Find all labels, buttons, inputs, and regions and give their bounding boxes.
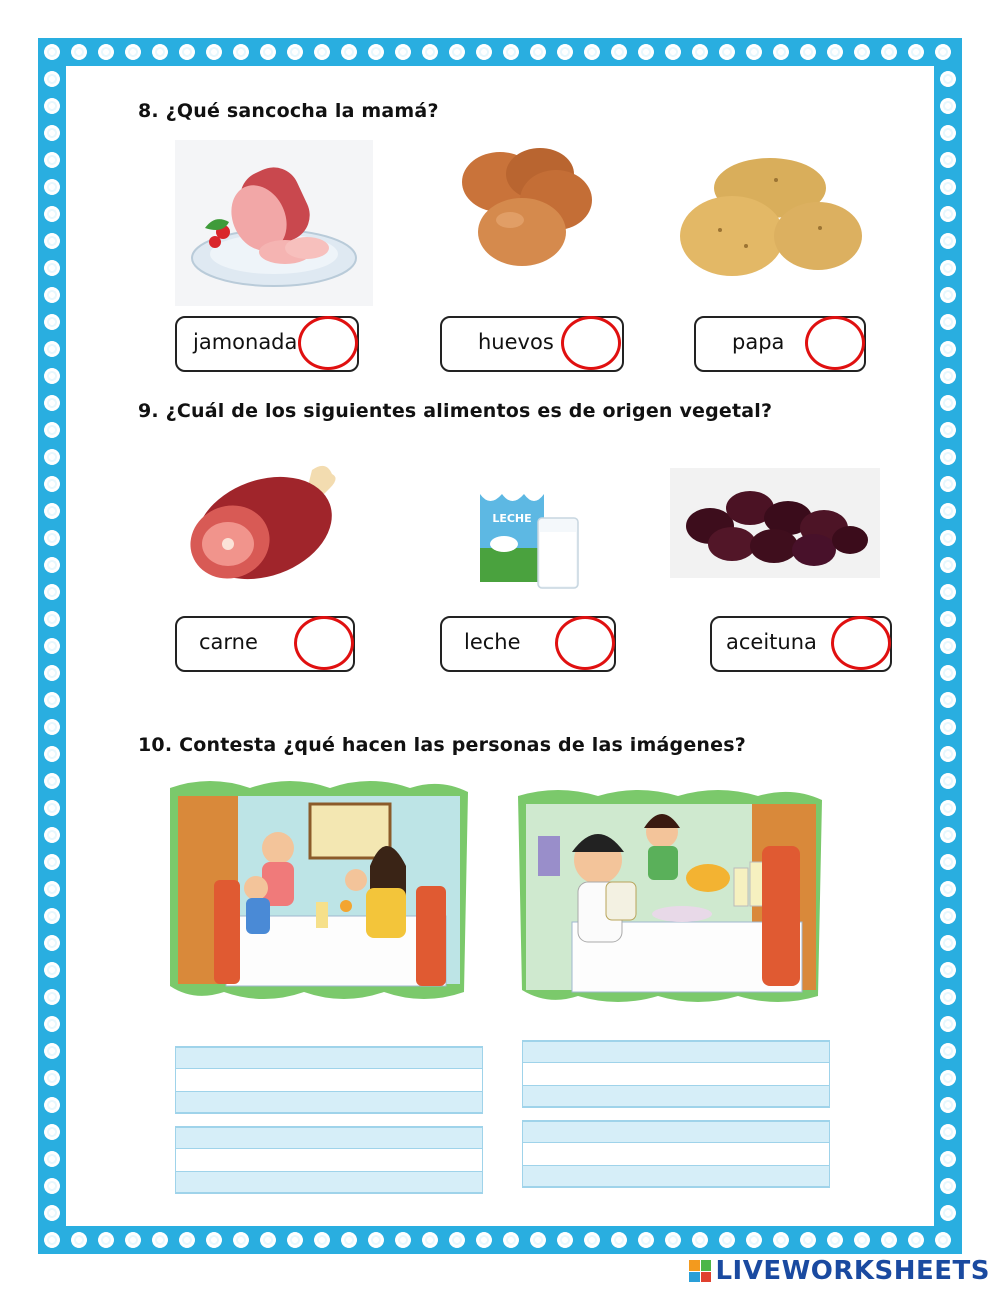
- option-aceituna: [710, 616, 892, 672]
- option-huevos: [440, 316, 624, 372]
- flower-ornament: [940, 665, 956, 681]
- flower-ornament: [98, 1232, 114, 1248]
- flower-ornament: [854, 1232, 870, 1248]
- flower-ornament: [44, 989, 60, 1005]
- flower-ornament: [940, 503, 956, 519]
- flower-ornament: [44, 584, 60, 600]
- flower-ornament: [692, 1232, 708, 1248]
- flower-ornament: [260, 1232, 276, 1248]
- flower-ornament: [940, 98, 956, 114]
- flower-ornament: [940, 908, 956, 924]
- flower-ornament: [611, 1232, 627, 1248]
- flower-ornament: [827, 1232, 843, 1248]
- flower-ornament: [44, 260, 60, 276]
- flower-ornament: [44, 503, 60, 519]
- flower-ornament: [44, 422, 60, 438]
- flower-ornament: [44, 1205, 60, 1221]
- question-9: 9. ¿Cuál de los siguientes alimentos es de origen vegetal?: [138, 400, 773, 422]
- flower-ornament: [665, 44, 681, 60]
- flower-ornament: [44, 827, 60, 843]
- flower-ornament: [827, 44, 843, 60]
- flower-ornament: [940, 206, 956, 222]
- flower-ornament: [940, 827, 956, 843]
- flower-ornament: [44, 611, 60, 627]
- flower-ornament: [940, 611, 956, 627]
- flower-ornament: [44, 287, 60, 303]
- flower-ornament: [206, 1232, 222, 1248]
- flower-ornament: [44, 908, 60, 924]
- flower-ornament: [530, 1232, 546, 1248]
- flower-ornament: [692, 44, 708, 60]
- flower-ornament: [44, 557, 60, 573]
- option-leche: [440, 616, 616, 672]
- flower-ornament: [940, 584, 956, 600]
- flower-ornament: [940, 854, 956, 870]
- flower-ornament: [314, 44, 330, 60]
- flower-ornament: [44, 638, 60, 654]
- flower-ornament: [206, 44, 222, 60]
- flower-ornament: [800, 1232, 816, 1248]
- flower-ornament: [44, 233, 60, 249]
- flower-ornament: [233, 44, 249, 60]
- option-jamonada: [175, 316, 359, 372]
- answer-lines-1b[interactable]: [175, 1126, 483, 1194]
- flower-ornament: [152, 1232, 168, 1248]
- flower-ornament: [395, 1232, 411, 1248]
- flower-ornament: [940, 1070, 956, 1086]
- flower-ornament: [881, 44, 897, 60]
- flower-ornament: [940, 233, 956, 249]
- flower-ornament: [940, 1097, 956, 1113]
- brand-name: LIVEWORKSHEETS: [715, 1256, 990, 1286]
- flower-ornament: [940, 1178, 956, 1194]
- flower-ornament: [584, 1232, 600, 1248]
- flower-ornament: [44, 1070, 60, 1086]
- flower-ornament: [940, 314, 956, 330]
- flower-ornament: [233, 1232, 249, 1248]
- flower-ornament: [179, 44, 195, 60]
- flower-ornament: [940, 800, 956, 816]
- flower-ornament: [638, 44, 654, 60]
- flower-ornament: [719, 1232, 735, 1248]
- flower-ornament: [746, 1232, 762, 1248]
- milk-carton-label: LECHE: [492, 512, 532, 525]
- flower-ornament: [881, 1232, 897, 1248]
- answer-circle[interactable]: [561, 316, 621, 370]
- flower-ornament: [940, 557, 956, 573]
- eggs-image: [440, 140, 620, 270]
- flower-ornament: [449, 44, 465, 60]
- flower-ornament: [940, 1151, 956, 1167]
- flower-ornament: [940, 1016, 956, 1032]
- option-label: papa: [732, 330, 785, 354]
- flower-ornament: [940, 773, 956, 789]
- flower-ornament: [773, 44, 789, 60]
- flower-ornament: [341, 1232, 357, 1248]
- flower-ornament: [44, 665, 60, 681]
- flower-ornament: [44, 449, 60, 465]
- flower-ornament: [44, 746, 60, 762]
- flower-ornament: [152, 44, 168, 60]
- flower-ornament: [940, 125, 956, 141]
- flower-ornament: [940, 719, 956, 735]
- option-label: jamonada: [193, 330, 298, 354]
- flower-ornament: [908, 44, 924, 60]
- family-breakfast-image: [160, 776, 478, 1004]
- option-label: aceituna: [726, 630, 817, 654]
- liveworksheets-logo: [689, 1256, 990, 1286]
- answer-lines-2a[interactable]: [522, 1040, 830, 1108]
- flower-ornament: [44, 44, 60, 60]
- flower-ornament: [44, 719, 60, 735]
- flower-ornament: [44, 800, 60, 816]
- ham-image: [175, 140, 373, 306]
- flower-ornament: [422, 1232, 438, 1248]
- flower-ornament: [287, 44, 303, 60]
- flower-ornament: [44, 125, 60, 141]
- flower-ornament: [530, 44, 546, 60]
- flower-ornament: [557, 1232, 573, 1248]
- potatoes-image: [680, 140, 870, 290]
- flower-ornament: [395, 44, 411, 60]
- flower-ornament: [940, 422, 956, 438]
- flower-ornament: [940, 935, 956, 951]
- flower-ornament: [44, 98, 60, 114]
- flower-ornament: [940, 287, 956, 303]
- flower-ornament: [125, 44, 141, 60]
- flower-ornament: [71, 44, 87, 60]
- flower-ornament: [179, 1232, 195, 1248]
- flower-ornament: [908, 1232, 924, 1248]
- flower-ornament: [940, 692, 956, 708]
- answer-circle[interactable]: [831, 616, 891, 670]
- option-label: huevos: [478, 330, 554, 354]
- flower-ornament: [341, 44, 357, 60]
- flower-ornament: [44, 935, 60, 951]
- flower-ornament: [940, 341, 956, 357]
- flower-ornament: [44, 1016, 60, 1032]
- answer-circle[interactable]: [805, 316, 865, 370]
- flower-ornament: [719, 44, 735, 60]
- answer-lines-1a[interactable]: [175, 1046, 483, 1114]
- flower-ornament: [940, 260, 956, 276]
- flower-ornament: [44, 1232, 60, 1248]
- option-papa: [694, 316, 866, 372]
- flower-ornament: [44, 71, 60, 87]
- flower-ornament: [940, 449, 956, 465]
- meat-image: [172, 450, 342, 590]
- option-label: leche: [464, 630, 521, 654]
- flower-ornament: [940, 746, 956, 762]
- flower-ornament: [44, 1124, 60, 1140]
- flower-ornament: [854, 44, 870, 60]
- flower-ornament: [44, 1043, 60, 1059]
- flower-ornament: [773, 1232, 789, 1248]
- flower-ornament: [611, 44, 627, 60]
- flower-ornament: [44, 152, 60, 168]
- answer-lines-2b[interactable]: [522, 1120, 830, 1188]
- flower-ornament: [940, 368, 956, 384]
- question-8: 8. ¿Qué sancocha la mamá?: [138, 100, 439, 122]
- question-10: 10. Contesta ¿qué hacen las personas de las imágenes?: [138, 734, 746, 756]
- flower-ornament: [98, 44, 114, 60]
- flower-ornament: [44, 854, 60, 870]
- flower-ornament: [368, 44, 384, 60]
- children-breakfast-image: [512, 786, 828, 1006]
- flower-ornament: [584, 44, 600, 60]
- flower-ornament: [44, 962, 60, 978]
- flower-ornament: [940, 1205, 956, 1221]
- flower-ornament: [476, 44, 492, 60]
- flower-ornament: [44, 1151, 60, 1167]
- flower-ornament: [940, 962, 956, 978]
- flower-ornament: [935, 1232, 951, 1248]
- flower-ornament: [44, 476, 60, 492]
- flower-ornament: [940, 1124, 956, 1140]
- milk-image: [474, 460, 584, 590]
- flower-ornament: [422, 44, 438, 60]
- flower-ornament: [44, 1097, 60, 1113]
- flower-ornament: [665, 1232, 681, 1248]
- flower-ornament: [44, 341, 60, 357]
- flower-ornament: [44, 881, 60, 897]
- flower-ornament: [940, 395, 956, 411]
- flower-ornament: [476, 1232, 492, 1248]
- flower-ornament: [44, 368, 60, 384]
- flower-ornament: [638, 1232, 654, 1248]
- flower-ornament: [44, 395, 60, 411]
- flower-ornament: [44, 314, 60, 330]
- flower-ornament: [940, 638, 956, 654]
- option-carne: [175, 616, 355, 672]
- flower-ornament: [44, 530, 60, 546]
- flower-ornament: [44, 773, 60, 789]
- flower-ornament: [940, 1043, 956, 1059]
- option-label: carne: [199, 630, 258, 654]
- flower-ornament: [940, 989, 956, 1005]
- answer-circle[interactable]: [294, 616, 354, 670]
- flower-ornament: [940, 881, 956, 897]
- flower-ornament: [940, 71, 956, 87]
- flower-ornament: [44, 692, 60, 708]
- flower-ornament: [314, 1232, 330, 1248]
- flower-ornament: [125, 1232, 141, 1248]
- flower-ornament: [44, 1178, 60, 1194]
- flower-ornament: [44, 179, 60, 195]
- flower-ornament: [44, 206, 60, 222]
- flower-ornament: [800, 44, 816, 60]
- flower-ornament: [940, 530, 956, 546]
- flower-ornament: [287, 1232, 303, 1248]
- flower-ornament: [449, 1232, 465, 1248]
- flower-ornament: [940, 476, 956, 492]
- olives-image: [670, 468, 880, 578]
- flower-ornament: [940, 152, 956, 168]
- flower-ornament: [260, 44, 276, 60]
- flower-ornament: [746, 44, 762, 60]
- flower-ornament: [503, 1232, 519, 1248]
- answer-circle[interactable]: [298, 316, 358, 370]
- flower-ornament: [71, 1232, 87, 1248]
- flower-ornament: [368, 1232, 384, 1248]
- flower-ornament: [940, 179, 956, 195]
- flower-ornament: [557, 44, 573, 60]
- flower-ornament: [503, 44, 519, 60]
- logo-icon: [689, 1260, 711, 1282]
- flower-ornament: [935, 44, 951, 60]
- answer-circle[interactable]: [555, 616, 615, 670]
